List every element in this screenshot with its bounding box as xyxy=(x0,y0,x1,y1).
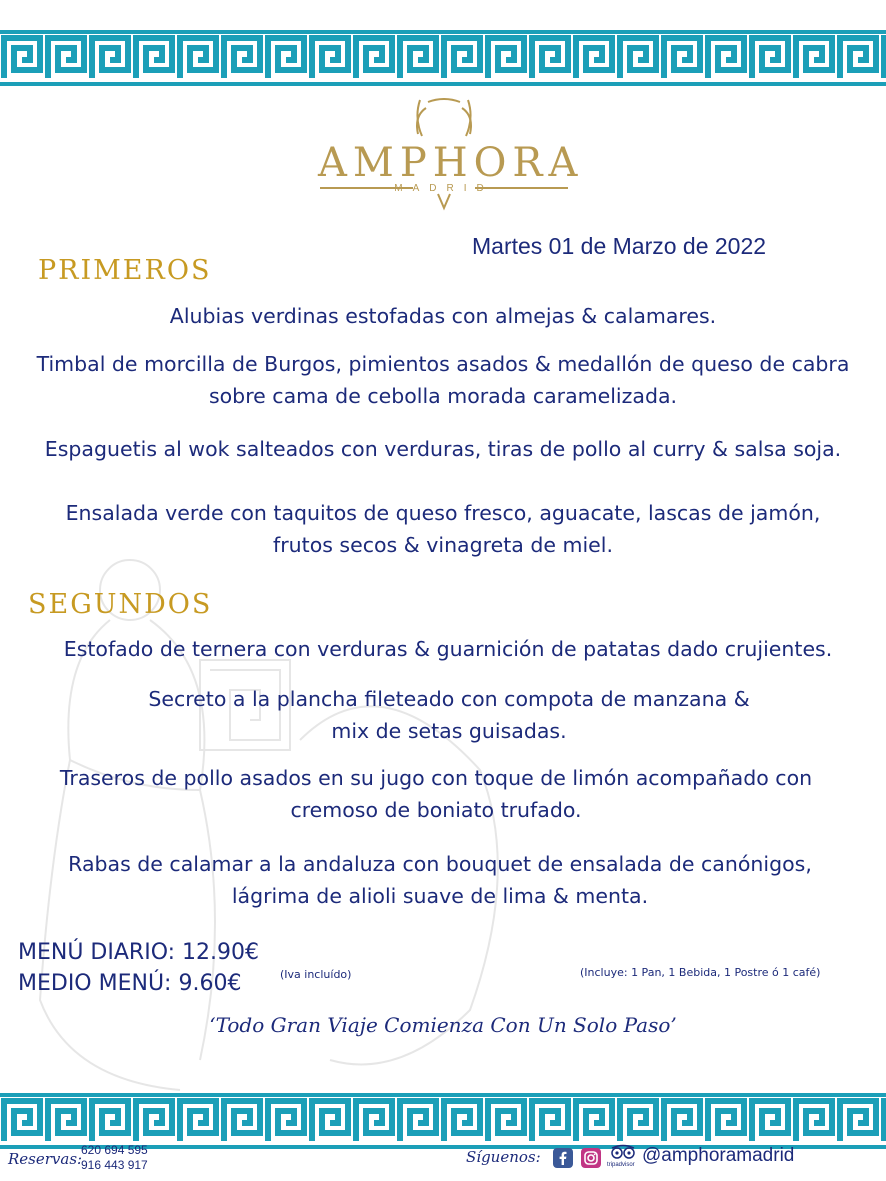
section-title-segundos: SEGUNDOS xyxy=(28,589,213,620)
facebook-icon[interactable] xyxy=(553,1148,573,1168)
phone-number-2[interactable]: 916 443 917 xyxy=(81,1158,148,1172)
logo-text: AMPHORA xyxy=(318,140,584,186)
tripadvisor-icon[interactable] xyxy=(610,1144,636,1160)
greek-key-border-top xyxy=(0,30,886,86)
iva-note: (Iva incluído) xyxy=(280,968,352,981)
social-handle[interactable]: @amphoramadrid xyxy=(642,1145,795,1166)
incluye-note: (Incluye: 1 Pan, 1 Bebida, 1 Postre ó 1 café) xyxy=(580,966,821,979)
motto-quote: ‘Todo Gran Viaje Comienza Con Un Solo Paso’ xyxy=(209,1013,677,1037)
primeros-dish-1: Alubias verdinas estofadas con almejas & calamares. xyxy=(169,304,717,328)
primeros-dish-4: Ensalada verde con taquitos de queso fresco, aguacate, lascas de jamón, frutos secos & vinagreta de miel. xyxy=(65,501,821,557)
siguenos-label: Síguenos: xyxy=(466,1148,541,1166)
medio-menu-price: MEDIO MENÚ: 9.60€ xyxy=(18,971,242,996)
phone-number-1[interactable]: 620 694 595 xyxy=(81,1143,148,1157)
logo-subtext: MADRID xyxy=(394,183,494,194)
segundos-dish-3: Traseros de pollo asados en su jugo con toque de limón acompañado con cremoso de boniato trufado. xyxy=(59,766,813,822)
reservas-label: Reservas: xyxy=(8,1150,83,1168)
menu-date: Martes 01 de Marzo de 2022 xyxy=(472,233,767,259)
segundos-dish-4: Rabas de calamar a la andaluza con bouquet de ensalada de canónigos, lágrima de alioli suave de lima & menta. xyxy=(68,852,812,908)
segundos-dish-2: Secreto a la plancha fileteado con compota de manzana & mix de setas guisadas. xyxy=(148,687,750,743)
segundos-dish-1: Estofado de ternera con verduras & guarnición de patatas dado crujientes. xyxy=(63,637,833,661)
primeros-dish-2: Timbal de morcilla de Burgos, pimientos asados & medallón de queso de cabra sobre cama de cebolla morada caramelizada. xyxy=(36,352,850,408)
tripadvisor-label: tripadvisor xyxy=(607,1162,635,1168)
instagram-icon[interactable] xyxy=(581,1148,601,1168)
primeros-dish-3: Espaguetis al wok salteados con verduras, tiras de pollo al curry & salsa soja. xyxy=(44,437,842,461)
section-title-primeros: PRIMEROS xyxy=(38,255,212,286)
menu-diario-price: MENÚ DIARIO: 12.90€ xyxy=(18,940,260,965)
greek-key-border-bottom xyxy=(0,1093,886,1149)
